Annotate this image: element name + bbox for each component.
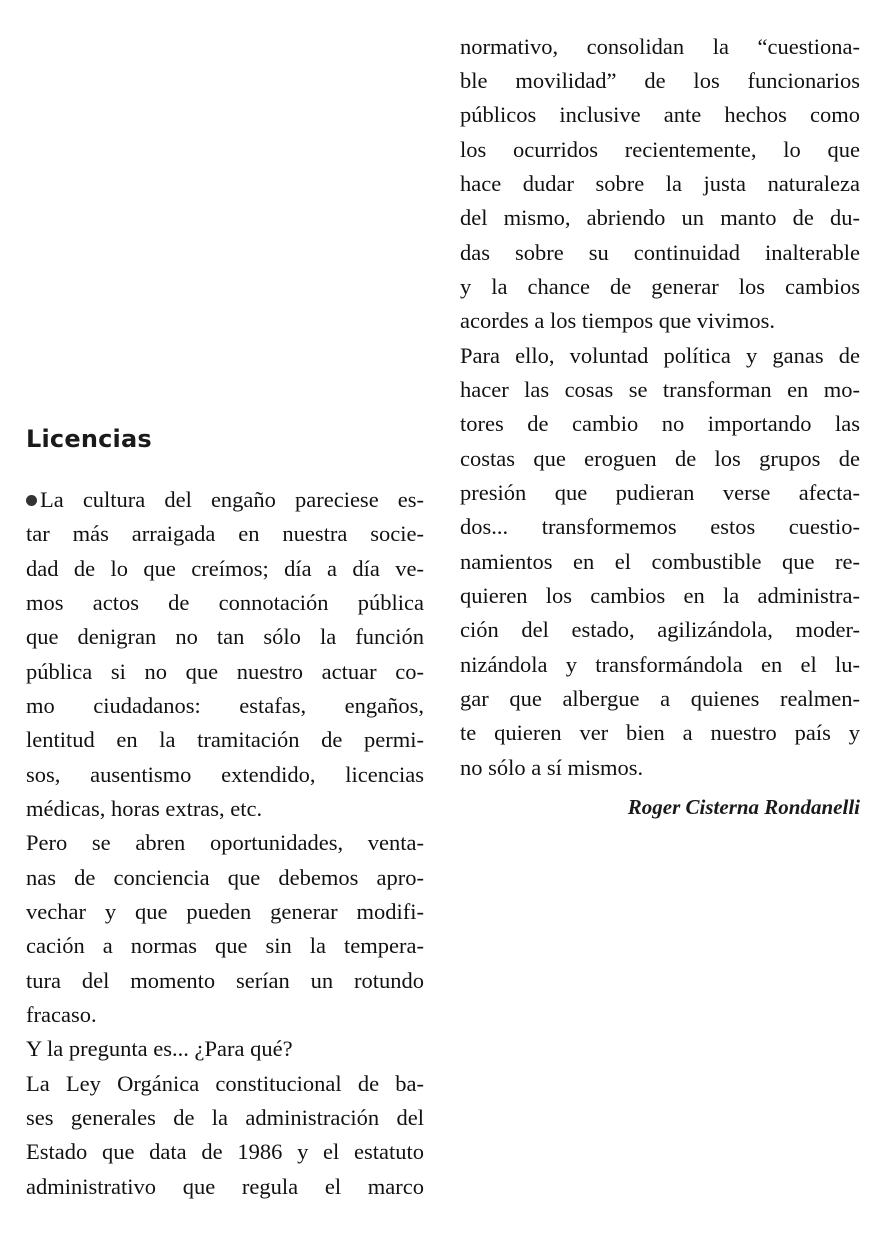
- text-line: mos actos de connotación pública: [26, 590, 424, 615]
- text-line: dad de lo que creímos; día a día ve-: [26, 556, 424, 581]
- text-line-content: La cultura del engaño pareciese es-: [40, 487, 424, 512]
- text-line: te quieren ver bien a nuestro país y: [460, 720, 860, 745]
- text-line: Para ello, voluntad política y ganas de: [460, 343, 860, 368]
- text-line: del mismo, abriendo un manto de du-: [460, 205, 860, 230]
- text-line: Y la pregunta es... ¿Para qué?: [26, 1036, 293, 1061]
- text-line: gar que albergue a quienes realmen-: [460, 686, 860, 711]
- text-line: acordes a los tiempos que vivimos.: [460, 308, 775, 333]
- text-line: namientos en el combustible que re-: [460, 549, 860, 574]
- text-line: los ocurridos recientemente, lo que: [460, 137, 860, 162]
- text-line: no sólo a sí mismos.: [460, 755, 644, 780]
- text-line: lentitud en la tramitación de permi-: [26, 727, 424, 752]
- text-line: [26, 483, 424, 517]
- text-line: presión que pudieran verse afecta-: [460, 480, 860, 505]
- text-line: médicas, horas extras, etc.: [26, 796, 263, 821]
- text-line: Pero se abren oportunidades, venta-: [26, 830, 424, 855]
- text-line: dos... transformemos estos cuestio-: [460, 514, 860, 539]
- text-line: costas que eroguen de los grupos de: [460, 446, 860, 471]
- text-line: ses generales de la administración del: [26, 1105, 424, 1130]
- text-line: ble movilidad” de los funcionarios: [460, 68, 860, 93]
- text-line: hacer las cosas se transforman en mo-: [460, 377, 860, 402]
- text-line: administrativo que regula el marco: [26, 1174, 424, 1199]
- bullet-icon: [26, 495, 37, 506]
- text-line: públicos inclusive ante hechos como: [460, 102, 860, 127]
- text-line: sos, ausentismo extendido, licencias: [26, 762, 424, 787]
- text-line: y la chance de generar los cambios: [460, 274, 860, 299]
- text-line: hace dudar sobre la justa naturaleza: [460, 171, 860, 196]
- article-heading: Licencias: [26, 425, 152, 453]
- text-line: tar más arraigada en nuestra socie-: [26, 521, 424, 546]
- text-line: La Ley Orgánica constitucional de ba-: [26, 1071, 424, 1096]
- text-line: nas de conciencia que debemos apro-: [26, 865, 424, 890]
- text-line: quieren los cambios en la administra-: [460, 583, 860, 608]
- text-line: mo ciudadanos: estafas, engaños,: [26, 693, 424, 718]
- text-line: que denigran no tan sólo la función: [26, 624, 424, 649]
- text-line: vechar y que pueden generar modifi-: [26, 899, 424, 924]
- text-line: fracaso.: [26, 1002, 97, 1027]
- author-signature: Roger Cisterna Rondanelli: [627, 795, 860, 819]
- text-line: cación a normas que sin la tempera-: [26, 933, 424, 958]
- text-line: nizándola y transformándola en el lu-: [460, 652, 860, 677]
- text-line: ción del estado, agilizándola, moder-: [460, 617, 860, 642]
- text-line: normativo, consolidan la “cuestiona-: [460, 34, 860, 59]
- text-line: pública si no que nuestro actuar co-: [26, 659, 424, 684]
- text-line: tores de cambio no importando las: [460, 411, 860, 436]
- text-line: tura del momento serían un rotundo: [26, 968, 424, 993]
- text-line: das sobre su continuidad inalterable: [460, 240, 860, 265]
- text-line: Estado que data de 1986 y el estatuto: [26, 1139, 424, 1164]
